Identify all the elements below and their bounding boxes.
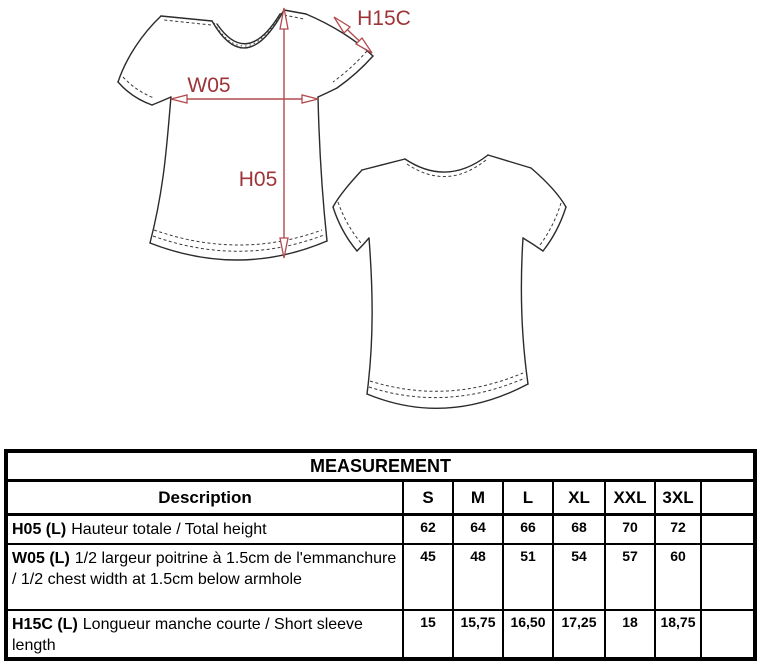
front-collar-outer [212, 10, 284, 48]
back-right-shoulder [488, 155, 531, 168]
size-value-cell: 51 [503, 544, 553, 610]
back-left-shoulder [362, 159, 405, 170]
size-value-cell: 64 [453, 515, 503, 544]
front-right-shoulder [284, 10, 306, 14]
front-bottom-hem [150, 241, 327, 260]
front-hem-stitch-2 [154, 230, 322, 245]
measure-description: Hauteur totale / Total height [71, 521, 267, 538]
back-shirt-drawing [333, 155, 566, 408]
front-right-side-seam [318, 97, 327, 241]
front-shirt-drawing [118, 10, 373, 260]
back-neck-stitch [407, 160, 486, 177]
size-value-cell: 60 [655, 544, 701, 610]
size-value-cell: 62 [403, 515, 453, 544]
row-description [6, 610, 403, 659]
size-value-cell: 15,75 [453, 610, 503, 659]
size-column-header-xxl: XXL [605, 481, 655, 515]
measure-code: H05 (L) [12, 521, 67, 538]
back-right-side-seam [521, 238, 528, 384]
empty-value-cell [701, 610, 755, 659]
row-description [6, 544, 403, 610]
size-value-cell: 18,75 [655, 610, 701, 659]
row-description [6, 515, 403, 544]
w05-arrowhead-left [171, 95, 187, 103]
size-column-header-3xl: 3XL [655, 481, 701, 515]
table-header-row [6, 481, 755, 515]
back-bottom-hem [367, 384, 528, 408]
measure-code: W05 (L) [12, 549, 70, 567]
h15c-label: H15C [357, 7, 411, 30]
front-left-sleeve-cuff [118, 82, 152, 105]
size-value-cell: 48 [453, 544, 503, 610]
size-value-cell: 16,50 [503, 610, 553, 659]
h05-arrow [280, 8, 288, 258]
w05-arrowhead-right [302, 95, 318, 103]
table-title: MEASUREMENT [6, 451, 755, 481]
back-hem-stitch-2 [370, 373, 523, 391]
front-left-cuff-stitch [123, 77, 154, 98]
empty-value-cell [701, 515, 755, 544]
size-value-cell: 68 [553, 515, 605, 544]
table-row-h05 [6, 515, 755, 544]
measurement-table [4, 449, 757, 661]
back-left-sleeve-cuff [333, 207, 357, 251]
back-right-sleeve-top [531, 168, 566, 207]
table-row-w05 [6, 544, 755, 610]
back-left-sleeve-top [333, 170, 362, 207]
measure-description: 1/2 largeur poitrine à 1.5cm de l'emmanchure / 1/2 chest width at 1.5cm below armhole [12, 549, 397, 588]
measure-code: H15C (L) [12, 615, 78, 633]
table-title-row [6, 451, 755, 481]
front-left-sleeve-top [118, 16, 161, 82]
empty-column-header [701, 481, 755, 515]
back-neck [405, 155, 488, 172]
table-row-h15c [6, 610, 755, 659]
back-right-cuff-stitch [540, 203, 561, 245]
size-value-cell: 45 [403, 544, 453, 610]
size-value-cell: 72 [655, 515, 701, 544]
back-left-underarm [357, 238, 369, 251]
front-left-underarm [152, 97, 171, 105]
size-value-cell: 57 [605, 544, 655, 610]
back-right-sleeve-cuff [543, 207, 566, 251]
front-right-sleeve-cuff [337, 56, 373, 88]
front-right-shoulder-stitch [284, 15, 304, 19]
size-value-cell: 66 [503, 515, 553, 544]
w05-label: W05 [187, 74, 231, 97]
front-left-shoulder [161, 16, 212, 21]
measure-description: Longueur manche courte / Short sleeve length [12, 615, 363, 654]
size-column-header-s: S [403, 481, 453, 515]
size-column-header-m: M [453, 481, 503, 515]
size-value-cell: 18 [605, 610, 655, 659]
empty-value-cell [701, 544, 755, 610]
back-left-side-seam [367, 238, 372, 394]
description-column-header: Description [6, 481, 403, 515]
h05-label: H05 [238, 168, 278, 191]
size-column-header-l: L [503, 481, 553, 515]
front-hem-stitch-1 [153, 235, 324, 251]
size-value-cell: 70 [605, 515, 655, 544]
size-value-cell: 17,25 [553, 610, 605, 659]
size-column-header-xl: XL [553, 481, 605, 515]
size-value-cell: 54 [553, 544, 605, 610]
back-left-cuff-stitch [338, 202, 361, 243]
front-left-side-seam [150, 97, 171, 243]
size-value-cell: 15 [403, 610, 453, 659]
measurement-annotations [171, 7, 411, 258]
front-right-underarm [318, 88, 337, 97]
